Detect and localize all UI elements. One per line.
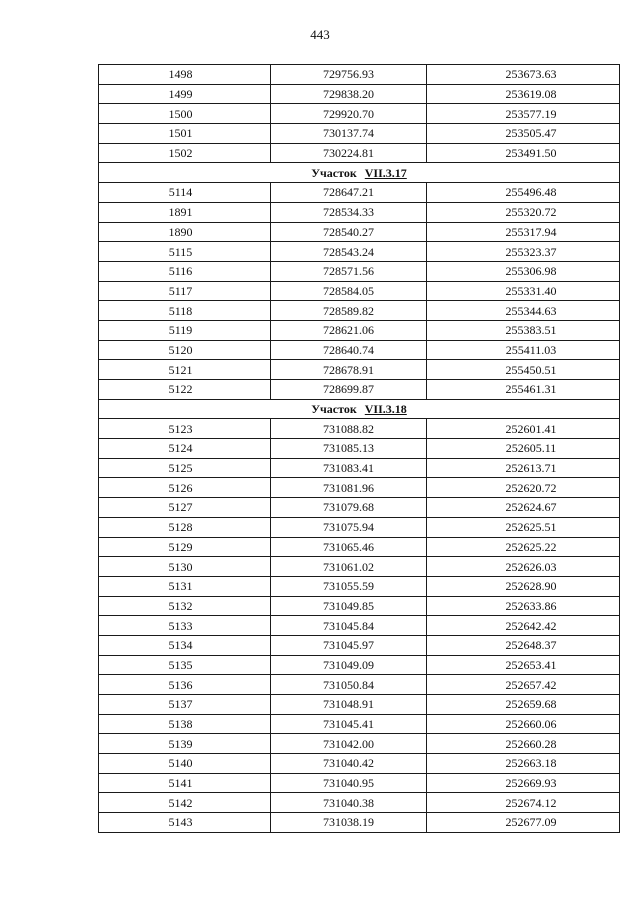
point-number-cell: 5117 bbox=[99, 281, 271, 301]
x-coordinate-cell: 728534.33 bbox=[271, 202, 427, 222]
table-row bbox=[99, 478, 620, 498]
y-coordinate-cell: 253673.63 bbox=[427, 65, 620, 85]
table-row bbox=[99, 183, 620, 203]
point-number-cell: 5125 bbox=[99, 458, 271, 478]
point-number-cell: 5142 bbox=[99, 793, 271, 813]
point-number-cell: 1499 bbox=[99, 84, 271, 104]
y-coordinate-cell: 252660.28 bbox=[427, 734, 620, 754]
point-number-cell: 5138 bbox=[99, 714, 271, 734]
x-coordinate-cell: 728647.21 bbox=[271, 183, 427, 203]
table-row bbox=[99, 754, 620, 774]
y-coordinate-cell: 252677.09 bbox=[427, 813, 620, 833]
table-row bbox=[99, 517, 620, 537]
table-row bbox=[99, 813, 620, 833]
table-row bbox=[99, 695, 620, 715]
table-row bbox=[99, 596, 620, 616]
section-code: VII.3.18 bbox=[364, 402, 407, 417]
x-coordinate-cell: 731045.84 bbox=[271, 616, 427, 636]
y-coordinate-cell: 252601.41 bbox=[427, 419, 620, 439]
point-number-cell: 5122 bbox=[99, 380, 271, 400]
section-header-cell bbox=[99, 163, 620, 183]
x-coordinate-cell: 731038.19 bbox=[271, 813, 427, 833]
y-coordinate-cell: 253491.50 bbox=[427, 143, 620, 163]
coordinates-table-body bbox=[99, 65, 620, 833]
table-row bbox=[99, 714, 620, 734]
table-row bbox=[99, 419, 620, 439]
coordinates-table bbox=[98, 64, 620, 833]
point-number-cell: 5132 bbox=[99, 596, 271, 616]
section-header-row bbox=[99, 399, 620, 419]
table-row bbox=[99, 458, 620, 478]
y-coordinate-cell: 252620.72 bbox=[427, 478, 620, 498]
y-coordinate-cell: 252628.90 bbox=[427, 576, 620, 596]
table-row bbox=[99, 655, 620, 675]
x-coordinate-cell: 731040.38 bbox=[271, 793, 427, 813]
table-row bbox=[99, 124, 620, 144]
y-coordinate-cell: 252642.42 bbox=[427, 616, 620, 636]
y-coordinate-cell: 252625.22 bbox=[427, 537, 620, 557]
table-row bbox=[99, 143, 620, 163]
y-coordinate-cell: 252613.71 bbox=[427, 458, 620, 478]
point-number-cell: 5137 bbox=[99, 695, 271, 715]
table-row bbox=[99, 380, 620, 400]
table-row bbox=[99, 439, 620, 459]
y-coordinate-cell: 252633.86 bbox=[427, 596, 620, 616]
table-row bbox=[99, 242, 620, 262]
point-number-cell: 5123 bbox=[99, 419, 271, 439]
table-row bbox=[99, 84, 620, 104]
point-number-cell: 5136 bbox=[99, 675, 271, 695]
x-coordinate-cell: 731050.84 bbox=[271, 675, 427, 695]
x-coordinate-cell: 730137.74 bbox=[271, 124, 427, 144]
x-coordinate-cell: 729920.70 bbox=[271, 104, 427, 124]
table-row bbox=[99, 616, 620, 636]
table-row bbox=[99, 301, 620, 321]
y-coordinate-cell: 255461.31 bbox=[427, 380, 620, 400]
y-coordinate-cell: 252653.41 bbox=[427, 655, 620, 675]
table-row bbox=[99, 222, 620, 242]
x-coordinate-cell: 728571.56 bbox=[271, 261, 427, 281]
point-number-cell: 5129 bbox=[99, 537, 271, 557]
y-coordinate-cell: 252674.12 bbox=[427, 793, 620, 813]
table-row bbox=[99, 734, 620, 754]
table-row bbox=[99, 360, 620, 380]
point-number-cell: 1891 bbox=[99, 202, 271, 222]
x-coordinate-cell: 731040.95 bbox=[271, 773, 427, 793]
y-coordinate-cell: 252625.51 bbox=[427, 517, 620, 537]
x-coordinate-cell: 731040.42 bbox=[271, 754, 427, 774]
x-coordinate-cell: 728540.27 bbox=[271, 222, 427, 242]
table-row bbox=[99, 773, 620, 793]
point-number-cell: 1498 bbox=[99, 65, 271, 85]
x-coordinate-cell: 731045.97 bbox=[271, 635, 427, 655]
y-coordinate-cell: 253577.19 bbox=[427, 104, 620, 124]
table-row bbox=[99, 498, 620, 518]
point-number-cell: 5133 bbox=[99, 616, 271, 636]
y-coordinate-cell: 252660.06 bbox=[427, 714, 620, 734]
x-coordinate-cell: 731065.46 bbox=[271, 537, 427, 557]
point-number-cell: 5120 bbox=[99, 340, 271, 360]
y-coordinate-cell: 252624.67 bbox=[427, 498, 620, 518]
section-header-cell bbox=[99, 399, 620, 419]
point-number-cell: 5124 bbox=[99, 439, 271, 459]
point-number-cell: 5135 bbox=[99, 655, 271, 675]
point-number-cell: 5139 bbox=[99, 734, 271, 754]
y-coordinate-cell: 255323.37 bbox=[427, 242, 620, 262]
y-coordinate-cell: 255331.40 bbox=[427, 281, 620, 301]
point-number-cell: 5141 bbox=[99, 773, 271, 793]
table-row bbox=[99, 675, 620, 695]
point-number-cell: 5114 bbox=[99, 183, 271, 203]
x-coordinate-cell: 731049.85 bbox=[271, 596, 427, 616]
x-coordinate-cell: 729756.93 bbox=[271, 65, 427, 85]
section-label: Участок bbox=[311, 165, 357, 180]
point-number-cell: 5128 bbox=[99, 517, 271, 537]
y-coordinate-cell: 252648.37 bbox=[427, 635, 620, 655]
section-header-row bbox=[99, 163, 620, 183]
table-row bbox=[99, 281, 620, 301]
table-row bbox=[99, 557, 620, 577]
x-coordinate-cell: 731081.96 bbox=[271, 478, 427, 498]
x-coordinate-cell: 730224.81 bbox=[271, 143, 427, 163]
table-row bbox=[99, 635, 620, 655]
x-coordinate-cell: 731088.82 bbox=[271, 419, 427, 439]
point-number-cell: 5140 bbox=[99, 754, 271, 774]
point-number-cell: 5134 bbox=[99, 635, 271, 655]
section-code: VII.3.17 bbox=[364, 165, 407, 180]
y-coordinate-cell: 255496.48 bbox=[427, 183, 620, 203]
x-coordinate-cell: 729838.20 bbox=[271, 84, 427, 104]
point-number-cell: 1502 bbox=[99, 143, 271, 163]
y-coordinate-cell: 255411.03 bbox=[427, 340, 620, 360]
point-number-cell: 1501 bbox=[99, 124, 271, 144]
x-coordinate-cell: 731055.59 bbox=[271, 576, 427, 596]
x-coordinate-cell: 731045.41 bbox=[271, 714, 427, 734]
point-number-cell: 5118 bbox=[99, 301, 271, 321]
x-coordinate-cell: 731083.41 bbox=[271, 458, 427, 478]
point-number-cell: 1500 bbox=[99, 104, 271, 124]
point-number-cell: 1890 bbox=[99, 222, 271, 242]
y-coordinate-cell: 255306.98 bbox=[427, 261, 620, 281]
point-number-cell: 5121 bbox=[99, 360, 271, 380]
y-coordinate-cell: 252663.18 bbox=[427, 754, 620, 774]
table-row bbox=[99, 104, 620, 124]
point-number-cell: 5127 bbox=[99, 498, 271, 518]
y-coordinate-cell: 255317.94 bbox=[427, 222, 620, 242]
x-coordinate-cell: 731075.94 bbox=[271, 517, 427, 537]
table-row bbox=[99, 261, 620, 281]
point-number-cell: 5115 bbox=[99, 242, 271, 262]
y-coordinate-cell: 252657.42 bbox=[427, 675, 620, 695]
point-number-cell: 5126 bbox=[99, 478, 271, 498]
x-coordinate-cell: 728621.06 bbox=[271, 320, 427, 340]
x-coordinate-cell: 731042.00 bbox=[271, 734, 427, 754]
point-number-cell: 5130 bbox=[99, 557, 271, 577]
x-coordinate-cell: 731049.09 bbox=[271, 655, 427, 675]
y-coordinate-cell: 252605.11 bbox=[427, 439, 620, 459]
x-coordinate-cell: 728589.82 bbox=[271, 301, 427, 321]
point-number-cell: 5143 bbox=[99, 813, 271, 833]
x-coordinate-cell: 728584.05 bbox=[271, 281, 427, 301]
table-row bbox=[99, 65, 620, 85]
table-row bbox=[99, 340, 620, 360]
y-coordinate-cell: 252626.03 bbox=[427, 557, 620, 577]
y-coordinate-cell: 255320.72 bbox=[427, 202, 620, 222]
table-row bbox=[99, 320, 620, 340]
y-coordinate-cell: 252669.93 bbox=[427, 773, 620, 793]
y-coordinate-cell: 255383.51 bbox=[427, 320, 620, 340]
point-number-cell: 5119 bbox=[99, 320, 271, 340]
y-coordinate-cell: 253619.08 bbox=[427, 84, 620, 104]
x-coordinate-cell: 731079.68 bbox=[271, 498, 427, 518]
x-coordinate-cell: 728543.24 bbox=[271, 242, 427, 262]
x-coordinate-cell: 731048.91 bbox=[271, 695, 427, 715]
point-number-cell: 5131 bbox=[99, 576, 271, 596]
table-row bbox=[99, 793, 620, 813]
section-label: Участок bbox=[311, 402, 357, 417]
x-coordinate-cell: 728699.87 bbox=[271, 380, 427, 400]
table-row bbox=[99, 576, 620, 596]
y-coordinate-cell: 255450.51 bbox=[427, 360, 620, 380]
point-number-cell: 5116 bbox=[99, 261, 271, 281]
y-coordinate-cell: 253505.47 bbox=[427, 124, 620, 144]
table-row bbox=[99, 537, 620, 557]
x-coordinate-cell: 728678.91 bbox=[271, 360, 427, 380]
y-coordinate-cell: 252659.68 bbox=[427, 695, 620, 715]
y-coordinate-cell: 255344.63 bbox=[427, 301, 620, 321]
page-number: 443 bbox=[310, 27, 330, 42]
x-coordinate-cell: 728640.74 bbox=[271, 340, 427, 360]
table-row bbox=[99, 202, 620, 222]
x-coordinate-cell: 731061.02 bbox=[271, 557, 427, 577]
x-coordinate-cell: 731085.13 bbox=[271, 439, 427, 459]
